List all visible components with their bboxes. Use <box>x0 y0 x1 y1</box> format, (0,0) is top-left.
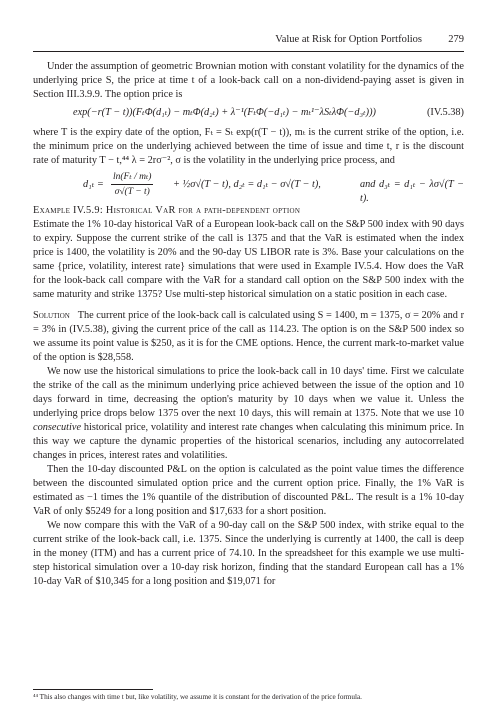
emphasis-consecutive: consecutive <box>33 422 82 433</box>
d3-definition: and d₃ₜ = d₁ₜ − λσ√(T − t). <box>360 179 464 204</box>
d1-lhs: d₁ₜ = <box>83 179 104 190</box>
example-heading: Example IV.5.9: Historical VaR for a path-dependent option <box>33 205 301 216</box>
equation-iv-5-38 <box>33 106 464 122</box>
page-body <box>33 60 464 589</box>
example-statement: Estimate the 1% 10-day historical VaR of a European look-back call on the S&P 500 index with 90 days to expiry. Suppose the current strike of the call is 1375 and that the VaR is estimated when the index price is 1400, the volatility is 20% and the 90-day US LIBOR rate is 3%. Base your calculations on the same {price, volatility, interest rate} simulations that were used in Example IV.5.4. How does the VaR for the look-back call compare with the VaR for a standard call option on the S&P 500 index with the same maturity and strike 1375? Use multi-step historical simulation on a static position in each case. <box>33 219 464 300</box>
pl-paragraph: Then the 10-day discounted P&L on the option is calculated as the point value times the difference between the discounted simulated option price and the current option price. Finally, the 1% VaR is estimated as −1 times the 1% quantile of the distribution of discounted P&L. The result is a 1% 10-day VaR of only $5249 for a long position and $17,633 for a short position. <box>33 464 464 517</box>
equation-expression: exp(−r(T − t))(FₜΦ(d₁ₜ) − mₜΦ(d₂ₜ) + λ⁻¹(FₜΦ(−d₁ₜ) − mₜ¹⁻λSₜλΦ(−d₃ₜ))) <box>73 107 376 118</box>
solution-label: Solution <box>33 310 70 321</box>
running-title: Value at Risk for Option Portfolios <box>275 34 422 45</box>
fraction-denominator: σ√(T − t) <box>114 187 150 197</box>
fraction-numerator: ln(Fₜ / mₜ) <box>111 170 153 185</box>
solution-text: The current price of the look-back call is calculated using S = 1400, m = 1375, σ = 20% and r = 3% in (IV.5.38), giving the current price of the call as 114.23. The option is on the S&P 500 index so we assume its point value is $250, as it is for the CME options. Hence, the current mark-to-market value of the option is $28,558. <box>33 310 464 363</box>
d1-fraction <box>111 170 153 199</box>
d1-d2-definitions: + ½σ√(T − t), d₂ₜ = d₁ₜ − σ√(T − t), <box>173 179 321 190</box>
solution-paragraph <box>33 309 464 365</box>
intro-paragraph: Under the assumption of geometric Brownian motion with constant volatility for the dynamics of the underlying price S, the price at time t of a look-back call on a non-dividend-paying asset is given in Section III.3.9.9. The option price is <box>33 61 464 100</box>
footnote-44: ⁴⁴ This also changes with time t but, like volatility, we assume it is constant for the derivation of the price formula. <box>33 693 362 701</box>
simulation-paragraph <box>33 365 464 463</box>
page-number: 279 <box>448 34 464 45</box>
comparison-paragraph: We now compare this with the VaR of a 90-day call on the S&P 500 index, with strike equal to the current strike of the look-back call, i.e. 1375. Since the underlying is currently at 1400, the call is deep in the money (ITM) and has a current price of 74.10. In the spreadsheet for this example we use multi-step historical simulation over a 10-day risk horizon, finding that the standard European call has a 1% 10-day VaR of $10,345 for a long position and $19,071 for <box>33 520 464 587</box>
simulation-text-1: We now use the historical simulations to price the look-back call in 10 days' time. First we calculate the strike of the call as the minimum underlying price achieved between the issue of the option and 10 days forward in time, decreasing the option's maturity by 10 days when we value it. Unless the underlying price drops below 1375 over the next 10 days, this will remain at 1375. Note that we use 10 <box>33 366 464 419</box>
header-rule <box>33 51 464 52</box>
running-header <box>33 34 464 48</box>
definitions-paragraph: where T is the expiry date of the option, Fₜ = Sₜ exp(r(T − t)), mₜ is the current strike of the option, i.e. the minimum price on the underlying achieved between the time of issue and time t, r is the discount rate of maturity T − t,⁴⁴ λ = 2rσ⁻², σ is the volatility in the underlying price process, and <box>33 127 464 166</box>
footnote-rule <box>33 689 153 690</box>
simulation-text-2: historical price, volatility and interest rate changes when calculating this minimum price. In this way we capture the dynamic properties of the historical scenarios, including any autocorrelated changes in prices, interest rates and volatilities. <box>33 422 464 461</box>
equation-d-terms <box>33 170 464 204</box>
equation-number: (IV.5.38) <box>427 107 464 118</box>
